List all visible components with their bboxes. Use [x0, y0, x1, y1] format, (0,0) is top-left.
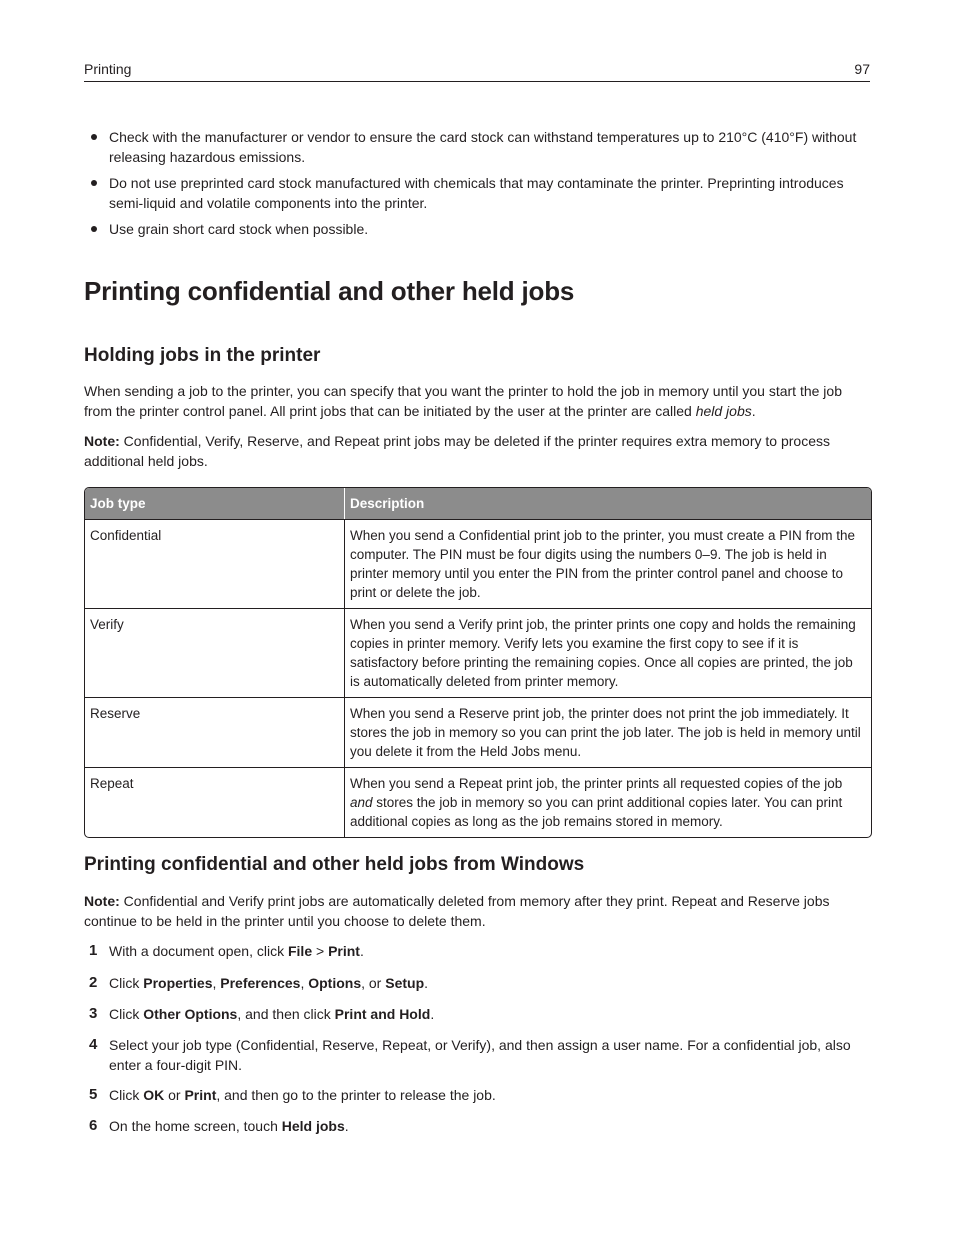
ui-term: Options	[308, 975, 362, 991]
step-text: Select your job type (Confidential, Reserve, Repeat, or Verify), and then assign a user name. For a confidential job, also enter a four-digit PIN.	[109, 1037, 851, 1073]
job-type-cell: Confidential	[85, 520, 345, 608]
column-header-description: Description	[350, 496, 425, 511]
step-text: , and then click	[237, 1006, 335, 1022]
step-text: .	[359, 943, 364, 959]
table-row	[85, 767, 871, 837]
step-text: Click	[109, 975, 144, 991]
ui-term: Preferences	[220, 975, 301, 991]
job-type-cell: Verify	[85, 609, 345, 697]
list-item: Do not use preprinted card stock manufactured with chemicals that may contaminate the printer. Preprinting introduces semi-liquid and volatile components into the printer.	[84, 173, 870, 213]
step-number: 5	[89, 1086, 98, 1103]
step-text: ,	[212, 975, 221, 991]
step-number: 1	[89, 942, 98, 959]
holding-intro: When sending a job to the printer, you can specify that you want the printer to hold the job in memory until you start the job from the printer control panel. All print jobs that can be initiated by the user at the printer are called held jobs.	[84, 383, 842, 419]
windows-note: Note: Confidential and Verify print jobs are automatically deleted from memory after they print. Repeat and Reserve jobs continue to be held in the printer until you choose to delete them.	[84, 893, 830, 929]
step-item	[84, 1085, 870, 1105]
ui-term: Print and Hold	[334, 1006, 431, 1022]
step-text: >	[312, 943, 329, 959]
description-cell: When you send a Verify print job, the printer prints one copy and holds the remaining copies in printer memory. Verify lets you examine the first copy to see if it is satisfactory before printing the remaining copies. Once all copies are printed, the job is automatically deleted from printer memory.	[350, 617, 856, 689]
note-label: Note:	[84, 893, 120, 909]
table-row	[85, 519, 871, 608]
step-item	[84, 1004, 870, 1024]
step-text: On the home screen, touch	[109, 1118, 282, 1134]
section-title: Printing	[84, 61, 132, 77]
step-text: Click	[109, 1087, 144, 1103]
step-number: 3	[89, 1005, 98, 1022]
step-number: 6	[89, 1117, 98, 1134]
description-cell: When you send a Reserve print job, the printer does not print the job immediately. It stores the job in memory so you can print the job later. The job is held in memory until you delete it from the Held Jobs menu.	[350, 706, 861, 759]
page-title: Printing confidential and other held jobs	[84, 276, 575, 306]
held-jobs-term: held jobs	[695, 403, 752, 419]
step-text: .	[424, 975, 429, 991]
step-item	[84, 941, 870, 961]
description-cell: When you send a Repeat print job, the printer prints all requested copies of the job and stores the job in memory so you can print additional copies later. You can print additional copies as long as the job remains stored in memory.	[350, 776, 843, 829]
ui-term: Properties	[143, 975, 213, 991]
table-row	[85, 608, 871, 697]
column-header-job-type: Job type	[85, 488, 345, 519]
step-text: Click	[109, 1006, 144, 1022]
list-item: Check with the manufacturer or vendor to ensure the card stock can withstand temperatures up to 210°C (410°F) without releasing hazardous emissions.	[84, 127, 870, 167]
holding-note: Note: Confidential, Verify, Reserve, and Repeat print jobs may be deleted if the printer requires extra memory to process additional held jobs.	[84, 433, 830, 469]
bullet-icon	[91, 180, 97, 186]
table-header-row	[85, 488, 871, 519]
bullet-icon	[91, 134, 97, 140]
step-text: , or	[361, 975, 386, 991]
step-item	[84, 973, 870, 993]
ui-term: File	[287, 943, 313, 959]
windows-steps-list	[84, 941, 870, 1136]
ui-term: Other Options	[143, 1006, 238, 1022]
note-label: Note:	[84, 433, 120, 449]
step-text: or	[164, 1087, 185, 1103]
bullet-icon	[91, 226, 97, 232]
step-item	[84, 1035, 870, 1075]
table-row	[85, 697, 871, 767]
step-text: With a document open, click	[109, 943, 288, 959]
page-number: 97	[854, 61, 870, 77]
windows-heading: Printing confidential and other held jobs from Windows	[84, 854, 585, 875]
step-text: ,	[300, 975, 309, 991]
description-cell: When you send a Confidential print job to the printer, you must create a PIN from the computer. The PIN must be four digits using the numbers 0–9. The job is held in printer memory until you enter the PIN from the printer control panel and choose to print or delete the job.	[350, 528, 856, 600]
ui-term: Print	[328, 943, 360, 959]
job-type-cell: Reserve	[85, 698, 345, 767]
step-text: .	[430, 1006, 435, 1022]
ui-term: Held jobs	[281, 1118, 345, 1134]
list-item: Use grain short card stock when possible.	[84, 219, 870, 239]
step-item	[84, 1116, 870, 1136]
page-header	[84, 60, 870, 82]
job-type-cell: Repeat	[85, 768, 345, 837]
step-number: 2	[89, 974, 98, 991]
ui-term: OK	[143, 1087, 165, 1103]
holding-jobs-heading: Holding jobs in the printer	[84, 345, 321, 366]
step-text: , and then go to the printer to release the job.	[216, 1087, 496, 1103]
ui-term: Setup	[385, 975, 425, 991]
step-number: 4	[89, 1036, 98, 1053]
job-type-table	[84, 487, 872, 838]
card-stock-bullet-list	[84, 127, 870, 245]
ui-term: Print	[184, 1087, 217, 1103]
step-text: .	[344, 1118, 349, 1134]
